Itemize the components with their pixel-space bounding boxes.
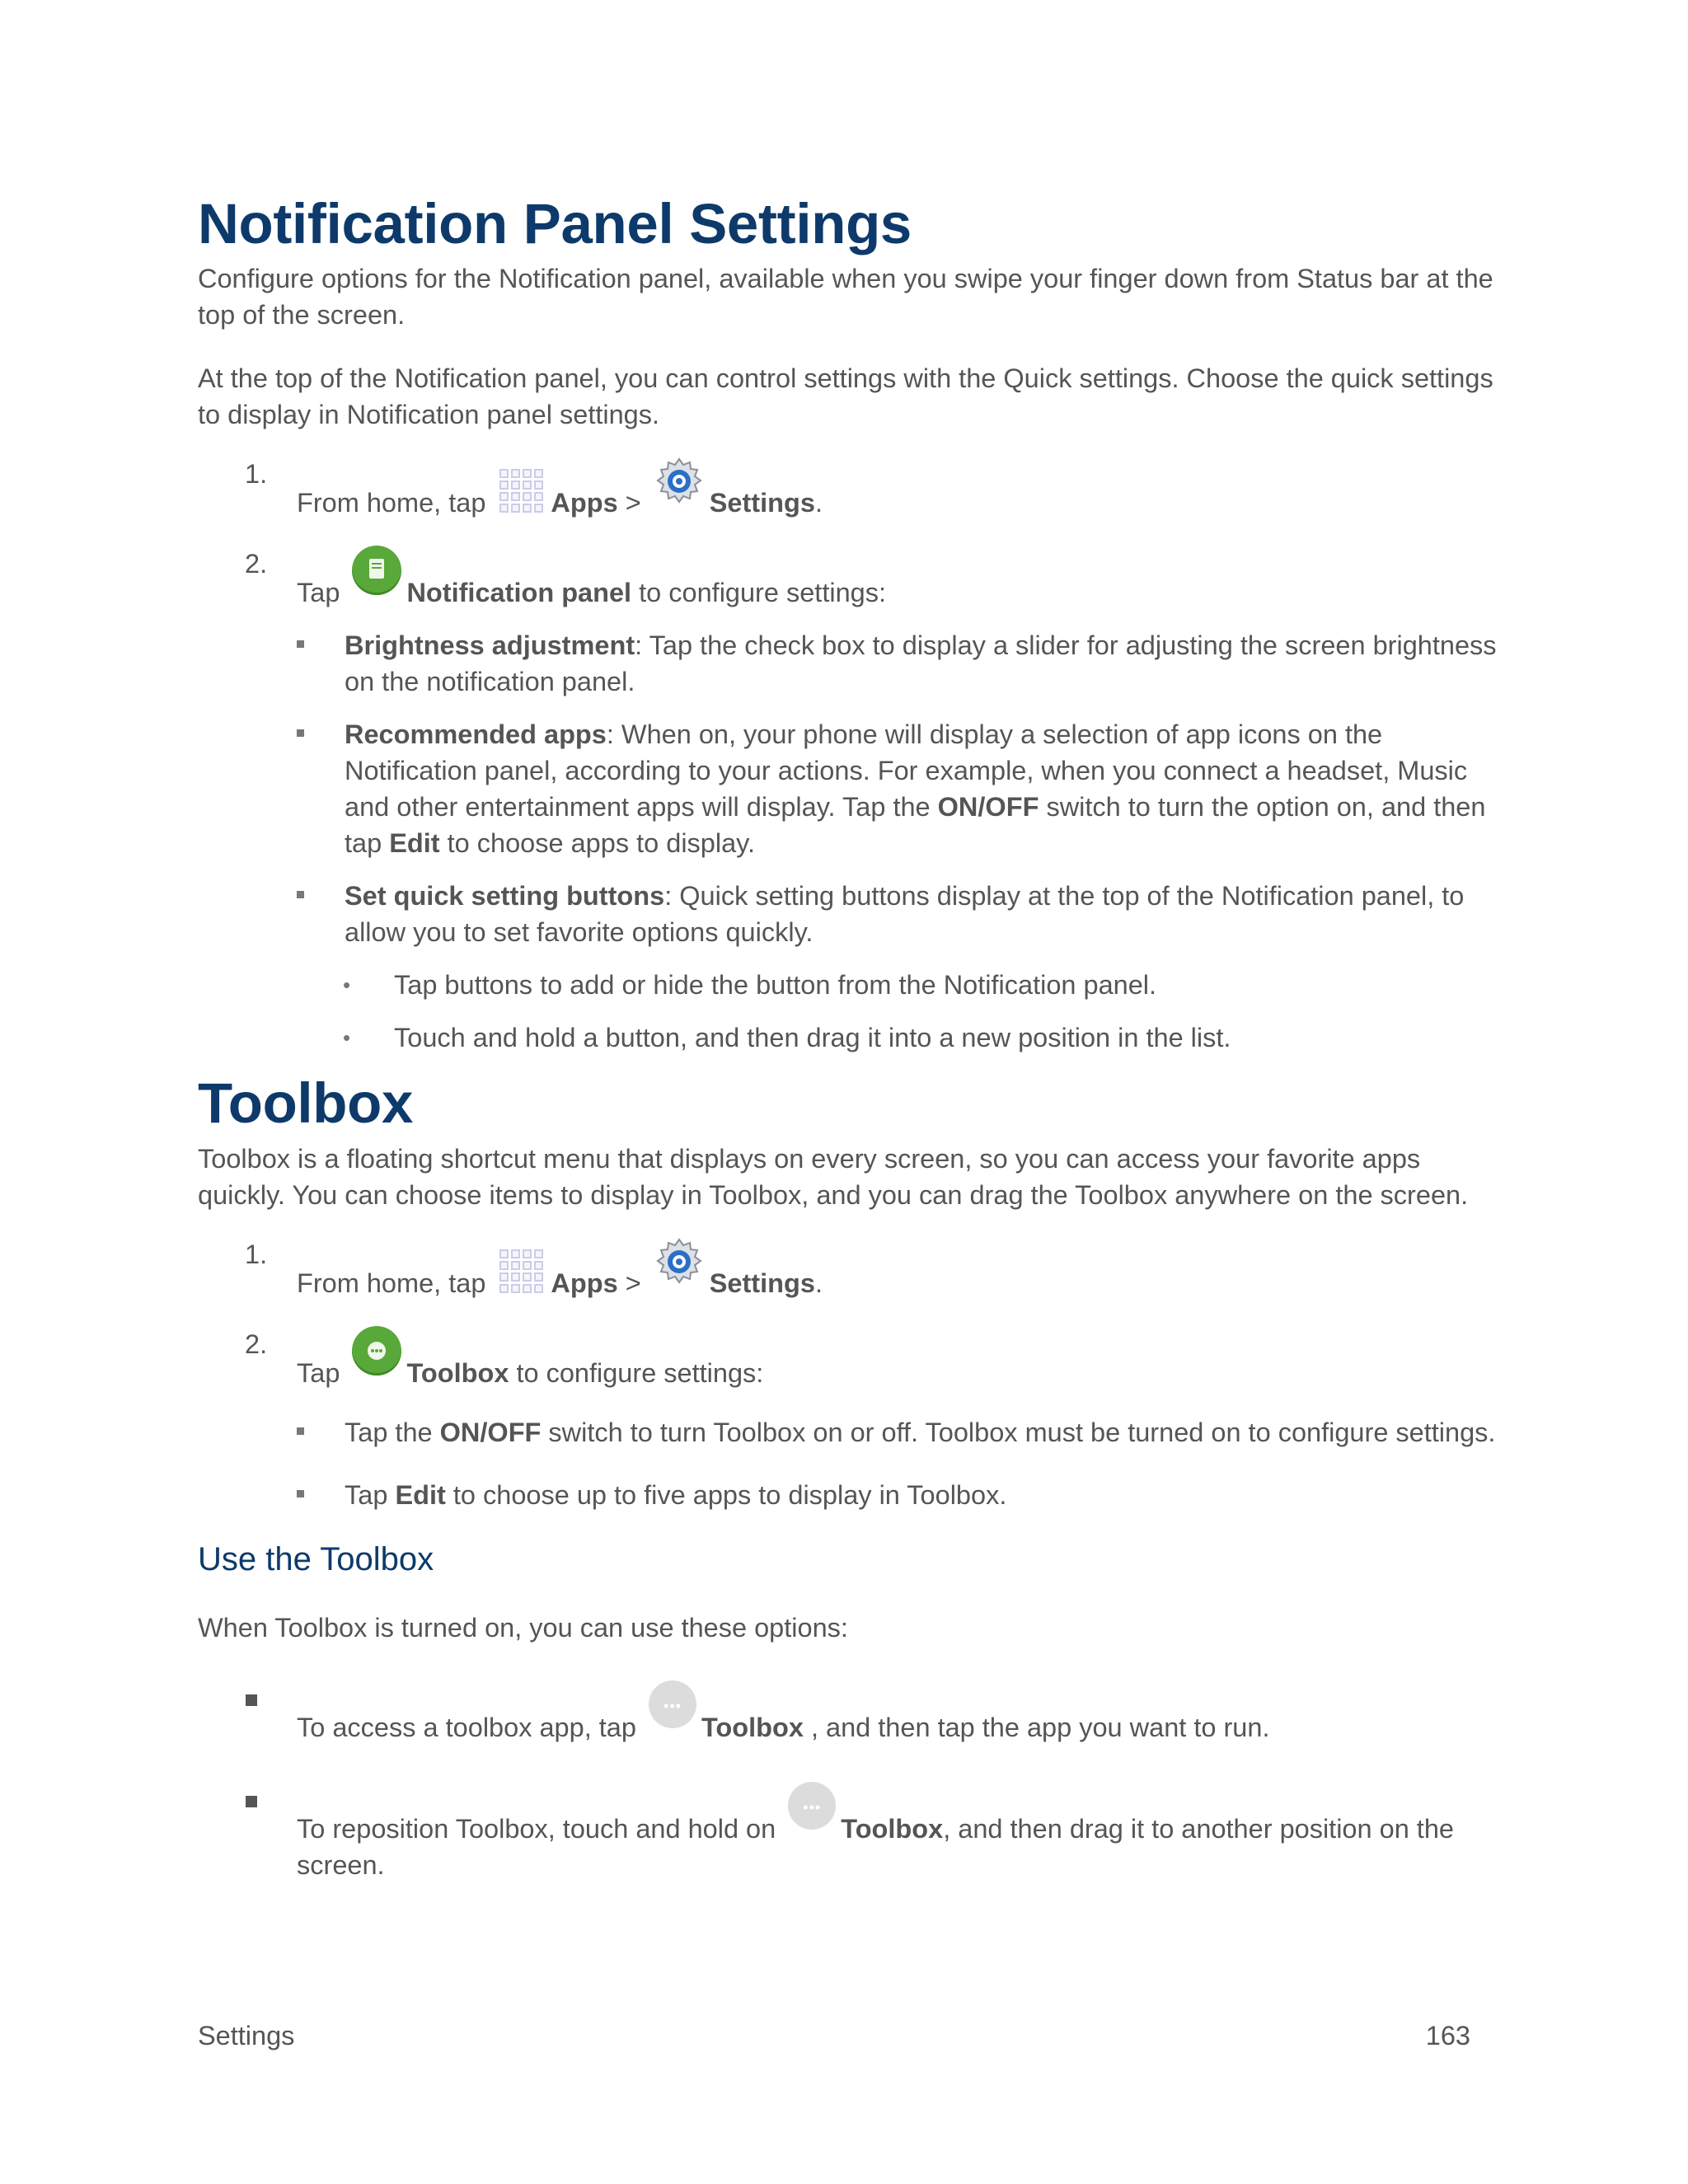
page-number: 163 <box>1425 2021 1470 2050</box>
step-text: From home, tap <box>297 1268 486 1298</box>
bullet-toolbox-switch <box>198 1414 1500 1451</box>
bullet-recommended-apps <box>198 716 1500 861</box>
step-number: 2. <box>245 1329 268 1359</box>
bullet-text: Tap <box>345 1479 396 1510</box>
page-content <box>198 194 1500 1900</box>
bullet-brightness <box>198 627 1500 700</box>
footer-section: Settings <box>198 2021 295 2050</box>
bullet-quick-setting-buttons <box>198 878 1500 950</box>
sub-bullet: • Touch and hold a button, and then drag it into a new position in the list. <box>198 1019 1500 1056</box>
bullet-toolbox-edit <box>198 1477 1500 1513</box>
bullet-term: Recommended apps <box>345 719 607 750</box>
intro-paragraph: At the top of the Notification panel, you can control settings with the Quick settings. Choose the quick settings to display in Notification panel settings. <box>198 363 1493 430</box>
bullet-text: switch to turn Toolbox on or off. Toolbox must be turned on to configure settings. <box>541 1417 1496 1447</box>
step-number: 2. <box>245 549 268 579</box>
bullet-text: , and then tap the app you want to run. <box>803 1712 1270 1742</box>
step-text: Tap <box>297 578 340 608</box>
period: . <box>814 488 823 518</box>
step-text: Tap <box>297 1357 340 1388</box>
section-title-toolbox: Toolbox <box>198 1071 414 1136</box>
bullet-term: Toolbox <box>701 1712 804 1742</box>
step-number: 1. <box>245 459 268 490</box>
notification-panel-label: Notification panel <box>406 578 632 608</box>
settings-label: Settings <box>709 488 815 518</box>
separator: > <box>625 488 641 518</box>
apps-label: Apps <box>551 1268 618 1298</box>
toolbox-floating-icon <box>649 1680 696 1728</box>
step-1 <box>198 1236 1500 1301</box>
use-item-access <box>198 1680 1500 1746</box>
page-footer <box>198 2018 1470 2054</box>
toolbox-label: Toolbox <box>406 1357 509 1388</box>
bullet-text: To access a toolbox app, tap <box>297 1712 636 1742</box>
bullet-text: To reposition Toolbox, touch and hold on <box>297 1813 776 1844</box>
step-number: 1. <box>245 1239 268 1269</box>
bullet-term: Edit <box>395 1479 446 1510</box>
bullet-term: ON/OFF <box>937 792 1039 823</box>
apps-label: Apps <box>551 488 618 518</box>
section-title-notification: Notification Panel Settings <box>198 192 912 255</box>
period: . <box>814 1268 823 1298</box>
bullet-text: : Quick setting buttons display at the top of the Notification panel, to allow you to set favorite options quickly. <box>345 881 1465 948</box>
step-text: to configure settings: <box>639 578 887 608</box>
settings-gear-icon <box>654 456 705 507</box>
use-item-reposition <box>198 1782 1500 1883</box>
bullet-text: : Tap the check box to display a slider for adjusting the screen brightness on the notification panel. <box>345 630 1497 697</box>
step-2 <box>198 1326 1500 1391</box>
bullet-text: switch to turn the option on, and then tap <box>345 792 1486 859</box>
toolbox-icon <box>352 1326 401 1376</box>
apps-grid-icon <box>498 1246 546 1296</box>
bullet-term: Brightness adjustment <box>345 630 635 661</box>
notification-panel-icon <box>352 546 401 595</box>
use-intro: When Toolbox is turned on, you can use these options: <box>198 1612 848 1643</box>
step-text: to configure settings: <box>516 1357 764 1388</box>
subsection-title: Use the Toolbox <box>198 1540 434 1577</box>
intro-paragraph: Configure options for the Notification panel, available when you swipe your finger down from Status bar at the top of the screen. <box>198 264 1493 330</box>
bullet-term: ON/OFF <box>439 1417 542 1447</box>
apps-grid-icon <box>498 466 546 515</box>
bullet-term: Toolbox <box>841 1813 944 1844</box>
step-text: From home, tap <box>297 488 486 518</box>
settings-gear-icon <box>654 1236 705 1287</box>
intro-paragraph: Toolbox is a floating shortcut menu that displays on every screen, so you can access your favorite apps quickly. You can choose items to display in Toolbox, and you can drag the Toolbox anywhere on the screen. <box>198 1143 1469 1210</box>
step-2 <box>198 546 1500 611</box>
bullet-text: to choose apps to display. <box>439 828 756 859</box>
settings-label: Settings <box>709 1268 815 1298</box>
step-1 <box>198 456 1500 521</box>
toolbox-floating-icon <box>788 1782 836 1830</box>
bullet-text: , and then drag it to another position on the screen. <box>297 1813 1454 1880</box>
bullet-term: Set quick setting buttons <box>345 881 665 912</box>
separator: > <box>625 1268 641 1298</box>
bullet-text: to choose up to five apps to display in Toolbox. <box>445 1479 1007 1510</box>
bullet-text: : When on, your phone will display a selection of app icons on the Notification panel, according to your actions. For example, when you connect a headset, Music and other entertainment apps will display. Tap the <box>345 719 1468 823</box>
bullet-term: Edit <box>389 828 440 859</box>
sub-bullet: • Tap buttons to add or hide the button from the Notification panel. <box>198 967 1500 1003</box>
bullet-text: Tap the <box>345 1417 440 1447</box>
